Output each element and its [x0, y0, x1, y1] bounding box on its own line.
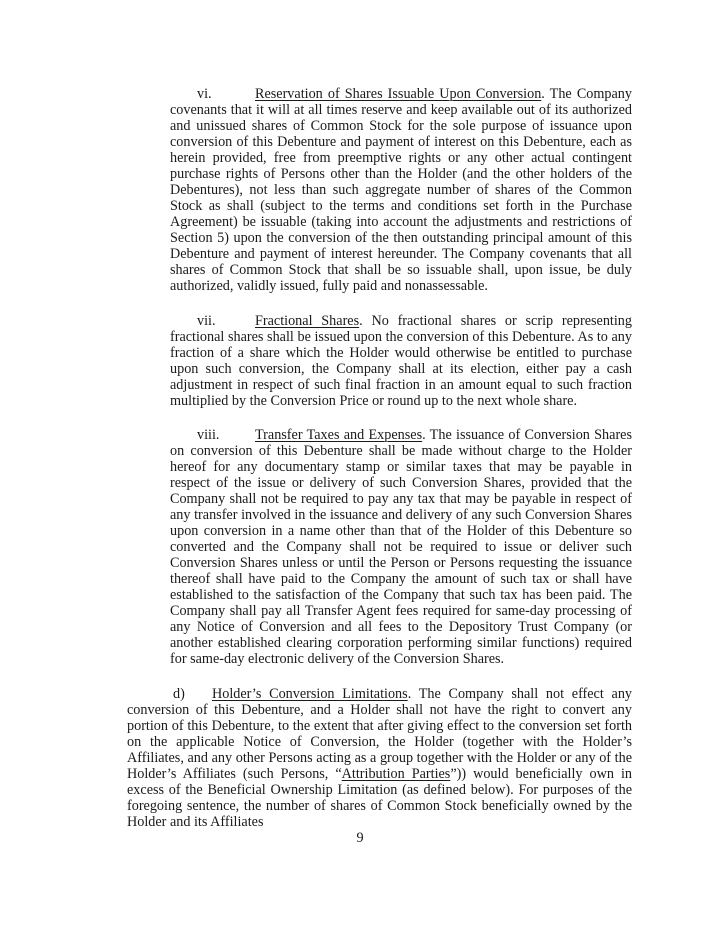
item-body: No fractional shares or scrip representing fractional shares shall be issued upon the conversion of this Debenture. As to any fraction of a share which the Holder would otherwise be entitled to purchase upon such conversion, the Company shall at its election, either pay a cash adjustment in respect of such final fraction in an amount equal to such fraction multiplied by the Conversion Price or round up to the next whole share.	[170, 313, 632, 409]
item-title: Reservation of Shares Issuable Upon Conversion	[255, 86, 542, 102]
title-suffix: .	[407, 686, 412, 702]
item-title: Fractional Shares	[255, 313, 360, 329]
paragraph-viii-transfer-taxes	[170, 427, 632, 667]
item-body: The Company covenants that it will at all times reserve and keep available out of its authorized and unissued shares of Common Stock for the sole purpose of issuance upon conversion of this Debenture and payment of interest on this Debenture, each as herein provided, free from preemptive rights or any other actual contingent purchase rights of Persons other than the Holder (and the other holders of the Debentures), not less than such aggregate number of shares of the Common Stock as shall (subject to the terms and conditions set forth in the Purchase Agreement) be issuable (taking into account the adjustments and restrictions of Section 5) upon the conversion of the then outstanding principal amount of this Debenture and payment of interest hereunder. The Company covenants that all shares of Common Stock that shall be so issuable shall, upon issue, be duly authorized, validly issued, fully paid and nonassessable.	[170, 86, 632, 294]
item-body: The issuance of Conversion Shares on conversion of this Debenture shall be made without charge to the Holder hereof for any documentary stamp or similar taxes that may be payable in respect of the issue or delivery of such Conversion Shares, provided that the Company shall not be required to pay any tax that may be payable in respect of any transfer involved in the issuance and delivery of any such Conversion Shares upon conversion in a name other than that of the Holder of this Debenture so converted and the Company shall not be required to issue or deliver such Conversion Shares unless or until the Person or Persons requesting the issuance thereof shall have paid to the Company the amount of such tax or shall have established to the satisfaction of the Company that such tax has been paid. The Company shall pay all Transfer Agent fees required for same-day processing of any Notice of Conversion and all fees to the Depository Trust Company (or another established clearing corporation performing similar functions) required for same-day electronic delivery of the Conversion Shares.	[170, 427, 632, 667]
item-title: Transfer Taxes and Expenses	[255, 427, 423, 443]
item-label: viii.	[197, 427, 220, 443]
paragraph-vi-reservation-of-shares	[170, 86, 632, 294]
section-label: d)	[173, 686, 185, 702]
section-body-part2: ”)) would beneficially own in excess of the Beneficial Ownership Limitation (as defined below). For purposes of the foregoing sentence, the number of shares of Common Stock beneficially owned by the Holder and its Affiliates	[127, 766, 632, 830]
section-title: Holder’s Conversion Limitations	[212, 686, 408, 702]
section-d-conversion-limitations	[127, 686, 632, 830]
paragraph-vii-fractional-shares	[170, 313, 632, 409]
item-label: vii.	[197, 313, 216, 329]
page-number: 9	[356, 830, 364, 846]
title-suffix: .	[541, 86, 545, 102]
section-body-part1: The Company shall not effect any conversion of this Debenture, and a Holder shall not have the right to convert any portion of this Debenture, to the extent that after giving effect to the conversion set forth on the applicable Notice of Conversion, the Holder (together with the Holder’s Affiliates, and any other Persons acting as a group together with the Holder or any of the Holder’s Affiliates (such Persons, “	[127, 686, 633, 782]
item-label: vi.	[197, 86, 212, 102]
title-suffix: .	[422, 427, 426, 443]
defined-term-attribution-parties: Attribution Parties	[341, 766, 451, 782]
title-suffix: .	[359, 313, 363, 329]
